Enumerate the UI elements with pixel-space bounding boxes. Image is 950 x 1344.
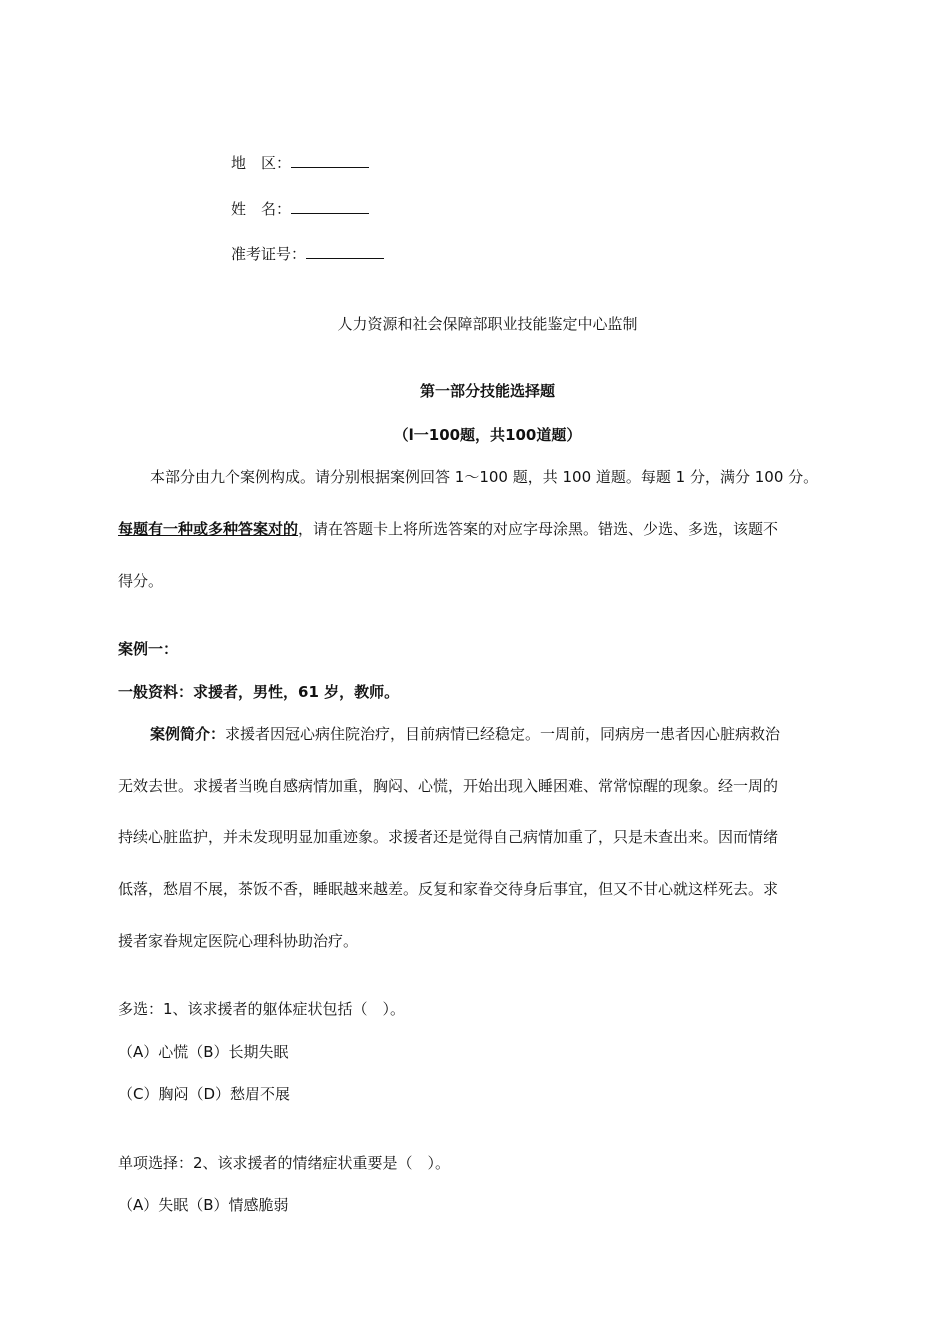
question-2-options-1: （A）失眠（B）情感脆弱 [118, 1196, 289, 1214]
case-intro-label: 案例简介： [150, 725, 226, 743]
case-line-5: 援者家眷规定医院心理科协助治疗。 [118, 932, 359, 950]
intro-line-2-rest: ，请在答题卡上将所选答案的对应字母涂黑。错选、少选、多选，该题不 [298, 520, 779, 538]
exam-id-field [231, 243, 384, 264]
region-blank [291, 153, 369, 168]
case-general-info: 一般资料：求援者，男性，61 岁，教师。 [118, 683, 400, 701]
case-line-1-text: 求援者因冠心病住院治疗，目前病情已经稳定。一周前，同病房一患者因心脏病救治 [225, 725, 781, 743]
region-field [231, 152, 369, 173]
case-line-2: 无效去世。求援者当晚自感病情加重，胸闷、心慌，开始出现入睡困难、常常惊醒的现象。经一周的 [118, 777, 779, 795]
case-line-4: 低落，愁眉不展，茶饭不香，睡眠越来越差。反复和家眷交待身后事宜，但又不甘心就这样死去。求 [118, 880, 779, 898]
question-1-options-1: （A）心慌（B）长期失眠 [118, 1043, 289, 1061]
region-label: 地 区： [231, 154, 292, 172]
supervisor-text: 人力资源和社会保障部职业技能鉴定中心监制 [337, 315, 638, 333]
section-title: 第一部分技能选择题 [419, 382, 555, 400]
case-line-1 [150, 723, 780, 744]
name-label: 姓 名： [231, 200, 292, 218]
case-heading: 案例一： [118, 640, 179, 658]
intro-line-2 [118, 518, 778, 539]
intro-line-3: 得分。 [118, 572, 164, 590]
question-1-options-2: （C）胸闷（D）愁眉不展 [118, 1085, 291, 1103]
intro-line-1: 本部分由九个案例构成。请分别根据案例回答 1～100 题，共 100 道题。每题 1 分，满分 100 分。 [150, 468, 819, 486]
name-blank [291, 199, 369, 214]
case-line-3: 持续心脏监护，并未发现明显加重迹象。求援者还是觉得自己病情加重了，只是未查出来。因而情绪 [118, 828, 779, 846]
section-subtitle: （l一100题，共100道题） [393, 426, 582, 444]
exam-id-blank [306, 244, 384, 259]
exam-id-label: 准考证号： [231, 245, 307, 263]
question-1-stem: 多选：1、该求援者的躯体症状包括（ ）。 [118, 1000, 406, 1018]
question-2-stem: 单项选择：2、该求援者的情绪症状重要是（ ）。 [118, 1154, 451, 1172]
intro-emphasis: 每题有一种或多种答案对的 [118, 520, 299, 538]
name-field [231, 198, 369, 219]
